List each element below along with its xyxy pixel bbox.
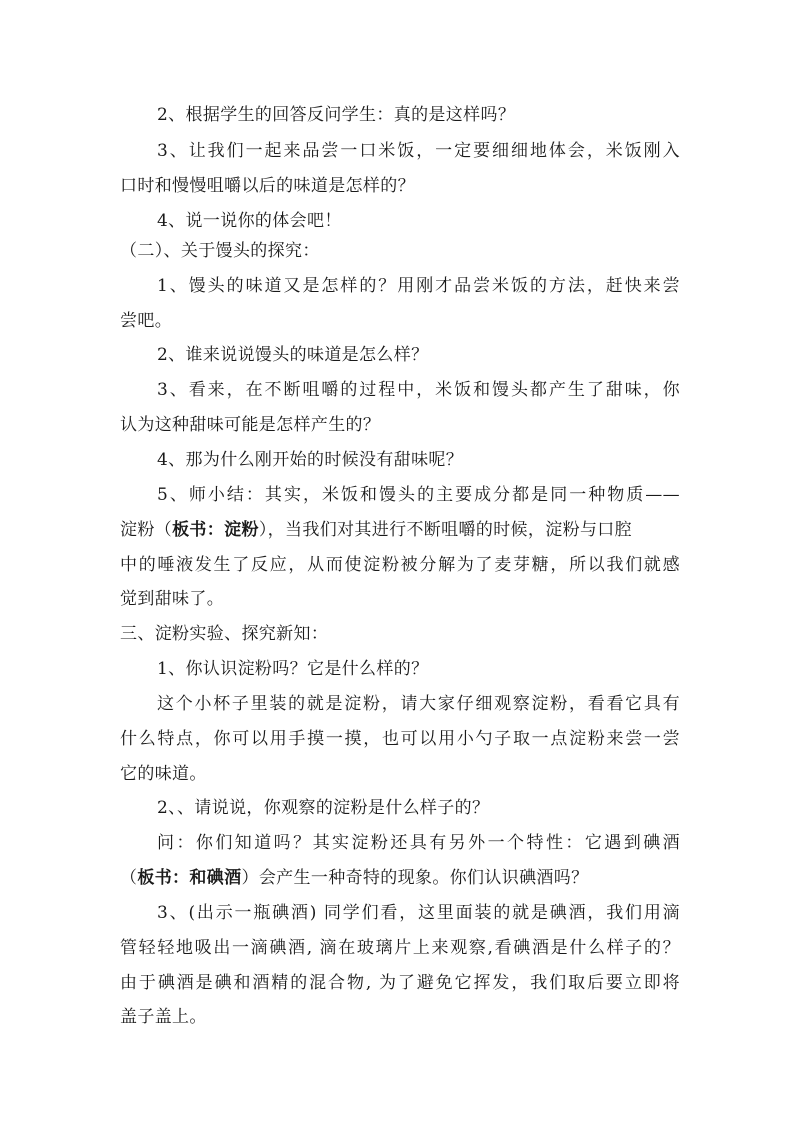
text-run: （: [120, 868, 138, 888]
paragraph-line: 3、看来，在不断咀嚼的过程中，米饭和馒头都产生了甜味，你: [157, 380, 680, 400]
board-note: 板书：淀粉: [172, 520, 259, 540]
paragraph-line: 1、你认识淀粉吗？它是什么样的？: [157, 659, 429, 679]
paragraph-line: 问：你们知道吗？其实淀粉还具有另外一个特性：它遇到碘酒: [157, 833, 680, 853]
paragraph-line: 认为这种甜味可能是怎样产生的？: [120, 415, 381, 435]
paragraph-line: 口时和慢慢咀嚼以后的味道是怎样的？: [120, 176, 415, 196]
paragraph-line: 4、那为什么刚开始的时候没有甜味呢？: [157, 450, 464, 470]
paragraph-line: 由于碘酒是碘和酒精的混合物, 为了避免它挥发，我们取后要立即将: [120, 973, 680, 993]
paragraph-line: 4、说一说你的体会吧！: [157, 211, 342, 231]
text-run: ），当我们对其进行不断咀嚼的时候，淀粉与口腔: [258, 520, 633, 540]
paragraph-line: 5、师小结：其实，米饭和馒头的主要成分都是同一种物质——: [157, 485, 680, 505]
paragraph-line: 管轻轻地吸出一滴碘酒, 滴在玻璃片上来观察,看碘酒是什么样子的？: [120, 938, 680, 958]
text-run: ）会产生一种奇特的现象。你们认识碘酒吗？: [241, 868, 589, 888]
paragraph-line: 3、让我们一起来品尝一口米饭，一定要细细地体会，米饭刚入: [157, 141, 680, 161]
section-heading: （二）、关于馒头的探究：: [120, 241, 320, 261]
text-run: 淀粉（: [120, 520, 173, 540]
board-note: 板书：和碘酒: [137, 868, 242, 888]
paragraph-line: 3、(出示一瓶碘酒) 同学们看，这里面装的就是碘酒，我们用滴: [157, 903, 680, 923]
section-heading: 三、淀粉实验、探究新知：: [120, 624, 329, 644]
paragraph-line: 什么特点，你可以用手摸一摸，也可以用小勺子取一点淀粉来尝一尝: [120, 729, 680, 749]
paragraph-line: 2、根据学生的回答反问学生：真的是这样吗？: [157, 105, 516, 125]
paragraph-line: 觉到甜味了。: [120, 589, 225, 609]
paragraph-line: 尝吧。: [120, 311, 173, 331]
paragraph-line: 中的唾液发生了反应，从而使淀粉被分解为了麦芽糖，所以我们就感: [120, 555, 680, 575]
paragraph-line: 2、、请说说，你观察的淀粉是什么样子的？: [157, 798, 490, 818]
paragraph-line: [120, 861, 680, 895]
paragraph-line: 2、谁来说说馒头的味道是怎么样？: [157, 345, 429, 365]
paragraph-line: 它的味道。: [120, 764, 207, 784]
paragraph-line: 1、馒头的味道又是怎样的？用刚才品尝米饭的方法，赶快来尝: [157, 276, 680, 296]
paragraph-line: 这个小杯子里装的就是淀粉，请大家仔细观察淀粉，看看它具有: [157, 694, 680, 714]
paragraph-line: [120, 513, 680, 547]
paragraph-line: 盖子盖上。: [120, 1007, 207, 1027]
